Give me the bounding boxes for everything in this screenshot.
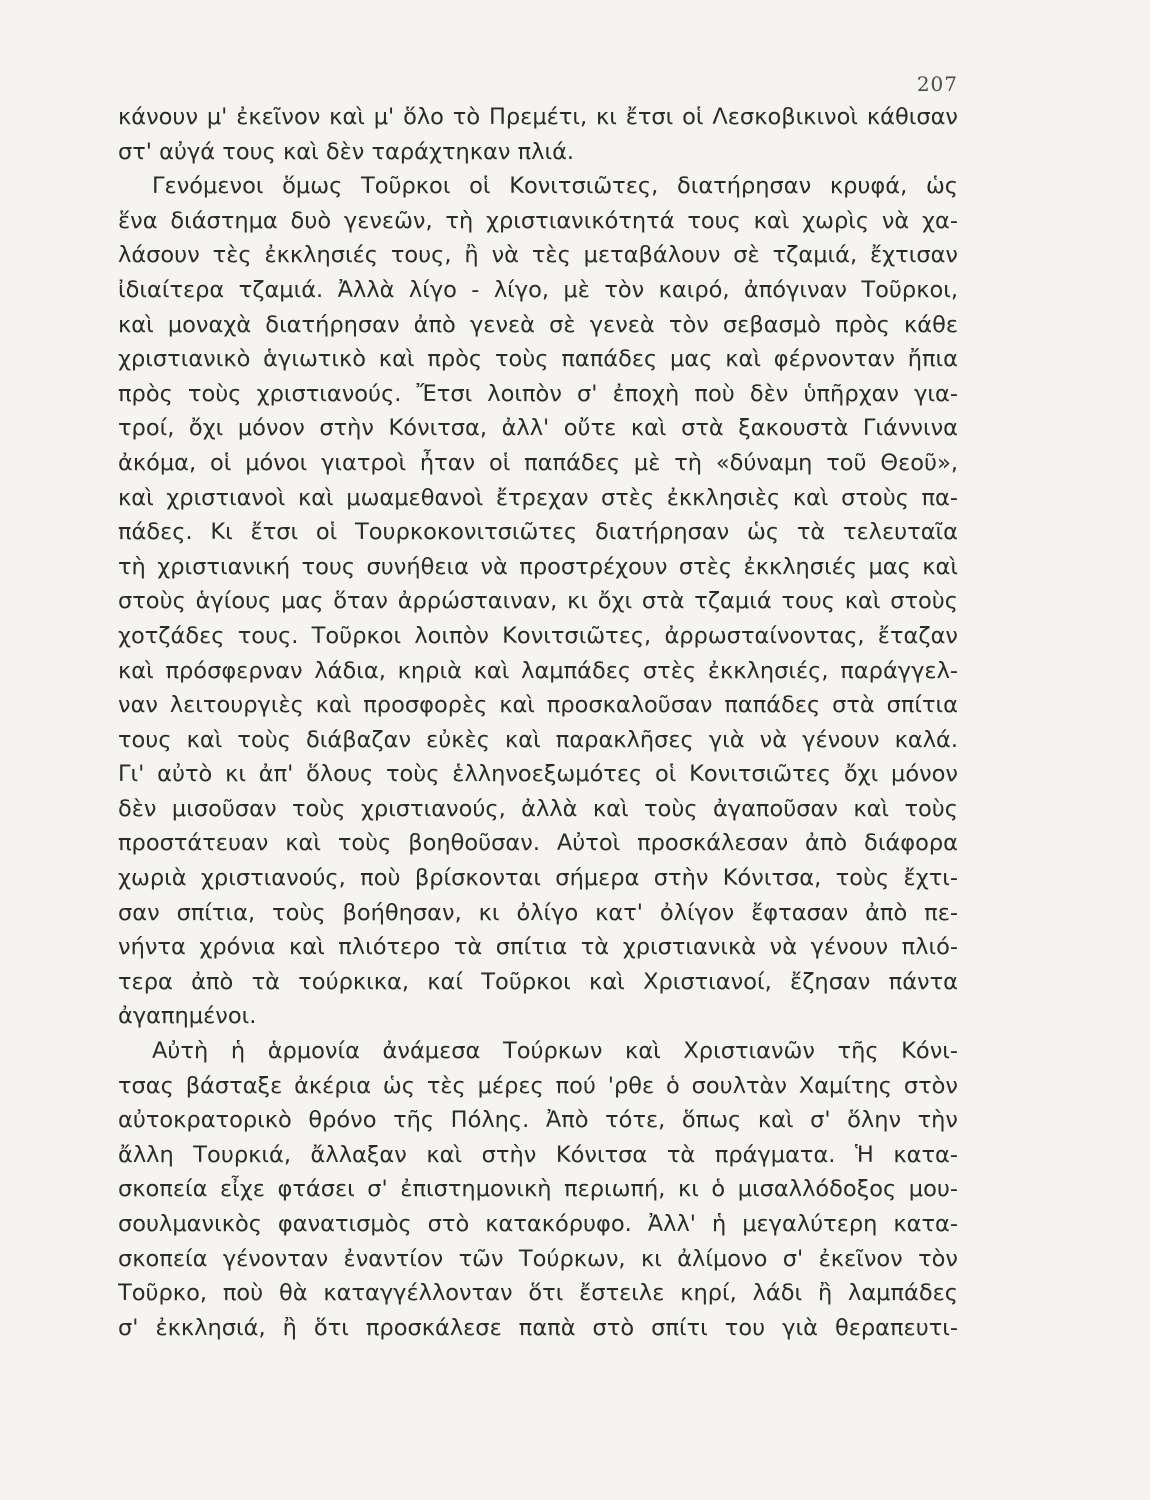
text-line: σουλμανικὸς φανατισμὸς στὸ κατακόρυφο. Ἀλλ' ἡ μεγαλύτερη κατα- <box>118 1211 958 1237</box>
text-line: νήντα χρόνια καὶ πλιότερο τὰ σπίτια τὰ χριστιανικὰ νὰ γένουν πλιό- <box>118 934 958 961</box>
text-line: χοτζάδες τους. Τοῦρκοι λοιπὸν Κονιτσιῶτες, ἀρρωσταίνοντας, ἔταζαν <box>118 622 958 649</box>
text-line: ἕνα διάστημα δυὸ γενεῶν, τὴ χριστιανικότητά τους καὶ χωρὶς νὰ χα- <box>118 207 958 234</box>
text-line: σκοπεία γένονταν ἐναντίον τῶν Τούρκων, κι ἀλίμονο σ' ἐκεῖνον τὸν <box>118 1245 958 1272</box>
text-line: τσας βάσταξε ἀκέρια ὡς τὲς μέρες πού 'ρθε ὁ σουλτὰν Χαμίτης στὸν <box>118 1072 958 1099</box>
text-line: πρὸς τοὺς χριστιανούς. Ἔτσι λοιπὸν σ' ἐποχὴ ποὺ δὲν ὑπῆρχαν για- <box>118 380 958 407</box>
text-line: τερα ἀπὸ τὰ τούρκικα, καί Τοῦρκοι καὶ Χριστιανοί, ἔζησαν πάντα <box>118 968 958 995</box>
text-line: κάνουν μ' ἐκεῖνον καὶ μ' ὅλο τὸ Πρεμέτι, κι ἔτσι οἱ Λεσκοβικινοὶ κάθισαν <box>118 104 958 130</box>
text-line: ἰδιαίτερα τζαμιά. Ἀλλὰ λίγο - λίγο, μὲ τὸν καιρό, ἀπόγιναν Τοῦρκοι, <box>118 276 958 303</box>
text-line: Αὐτὴ ἡ ἁρμονία ἀνάμεσα Τούρκων καὶ Χριστιανῶν τῆς Κόνι- <box>152 1038 958 1065</box>
text-line: τους καὶ τοὺς διάβαζαν εὐκὲς καὶ παρακλῆσες γιὰ νὰ γένουν καλά. <box>118 726 958 753</box>
text-line: σ' ἐκκλησιά, ἢ ὅτι προσκάλεσε παπὰ στὸ σπίτι του γιὰ θεραπευτι- <box>118 1314 958 1341</box>
text-line: αὐτοκρατορικὸ θρόνο τῆς Πόλης. Ἀπὸ τότε, ὅπως καὶ σ' ὅλην τὴν <box>118 1107 958 1134</box>
text-line: ναν λειτουργιὲς καὶ προσφορὲς καὶ προσκαλοῦσαν παπάδες στὰ σπίτια <box>118 692 958 719</box>
text-line: προστάτευαν καὶ τοὺς βοηθοῦσαν. Αὐτοὶ προσκάλεσαν ἀπὸ διάφορα <box>118 830 958 857</box>
text-line: καὶ μοναχὰ διατήρησαν ἀπὸ γενεὰ σὲ γενεὰ τὸν σεβασμὸ πρὸς κάθε <box>118 311 958 338</box>
text-line: Γενόμενοι ὅμως Τοῦρκοι οἱ Κονιτσιῶτες, διατήρησαν κρυφά, ὡς <box>152 173 958 200</box>
text-line: ἄλλη Τουρκιά, ἄλλαξαν καὶ στὴν Κόνιτσα τὰ πράγματα. Ἡ κατα- <box>118 1141 958 1168</box>
body-text <box>118 100 958 1345</box>
text-line: Γι' αὐτὸ κι ἀπ' ὅλους τοὺς ἑλληνοεξωμότες οἱ Κονιτσιῶτες ὄχι μόνον <box>118 761 958 788</box>
text-line: σαν σπίτια, τοὺς βοήθησαν, κι ὀλίγο κατ' ὀλίγον ἔφτασαν ἀπὸ πε- <box>118 899 958 926</box>
text-line: καὶ πρόσφερναν λάδια, κηριὰ καὶ λαμπάδες στὲς ἐκκλησιές, παράγγελ- <box>118 657 958 684</box>
page-number: 207 <box>916 72 958 96</box>
text-line: ἀγαπημένοι. <box>118 1003 257 1030</box>
text-line: στ' αὐγά τους καὶ δὲν ταράχτηκαν πλιά. <box>118 138 575 165</box>
text-line: λάσουν τὲς ἐκκλησιές τους, ἢ νὰ τὲς μεταβάλουν σὲ τζαμιά, ἔχτισαν <box>118 242 958 269</box>
text-line: δὲν μισοῦσαν τοὺς χριστιανούς, ἀλλὰ καὶ τοὺς ἀγαποῦσαν καὶ τοὺς <box>118 795 958 822</box>
text-line: στοὺς ἁγίους μας ὅταν ἀρρώσταιναν, κι ὄχι στὰ τζαμιά τους καὶ στοὺς <box>118 588 958 615</box>
text-line: χωριὰ χριστιανούς, ποὺ βρίσκονται σήμερα στὴν Κόνιτσα, τοὺς ἔχτι- <box>118 865 958 892</box>
text-line: χριστιανικὸ ἁγιωτικὸ καὶ πρὸς τοὺς παπάδες μας καὶ φέρνονταν ἤπια <box>118 346 958 373</box>
text-line: τροί, ὄχι μόνον στὴν Κόνιτσα, ἀλλ' οὔτε καὶ στὰ ξακουστὰ Γιάννινα <box>118 415 958 442</box>
text-line: καὶ χριστιανοὶ καὶ μωαμεθανοὶ ἔτρεχαν στὲς ἐκκλησιὲς καὶ στοὺς πα- <box>118 484 958 511</box>
text-line: τὴ χριστιανική τους συνήθεια νὰ προστρέχουν στὲς ἐκκλησιές μας καὶ <box>118 553 958 580</box>
text-line: Τοῦρκο, ποὺ θὰ καταγγέλλονταν ὅτι ἔστειλε κηρί, λάδι ἢ λαμπάδες <box>118 1280 958 1307</box>
text-line: σκοπεία εἶχε φτάσει σ' ἐπιστημονικὴ περιωπή, κι ὁ μισαλλόδοξος μου- <box>118 1176 958 1203</box>
text-line: ἀκόμα, οἱ μόνοι γιατροὶ ἦταν οἱ παπάδες μὲ τὴ «δύναμη τοῦ Θεοῦ», <box>118 449 958 476</box>
text-line: πάδες. Κι ἔτσι οἱ Τουρκοκονιτσιῶτες διατήρησαν ὡς τὰ τελευταῖα <box>118 519 958 546</box>
